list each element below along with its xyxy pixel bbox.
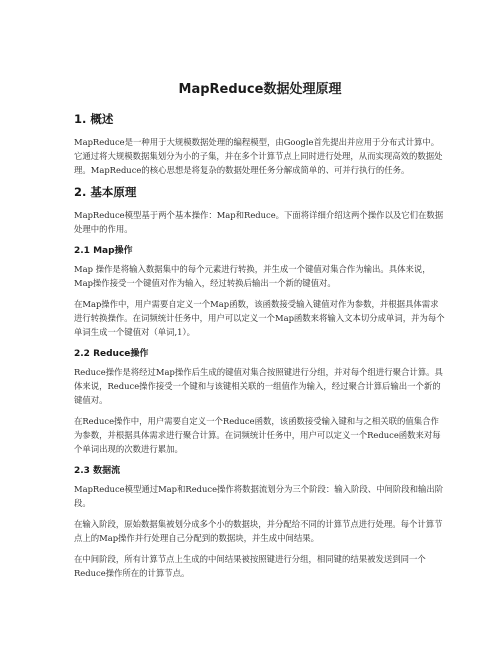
paragraph: MapReduce是一种用于大规模数据处理的编程模型，由Google首先提出并应用于分布式计算中。它通过将大规模数据集划分为小的子集，并在多个计算节点上同时进行处理，从而实现高效的数据处理。MapReduce的核心思想是将复杂的数据处理任务分解成简单的、可并行执行的任务。 bbox=[74, 137, 443, 175]
subsection-reduce bbox=[74, 346, 446, 456]
page-title: MapReduce数据处理原理 bbox=[178, 82, 342, 97]
section-heading: 1. 概述 bbox=[74, 112, 114, 126]
section-overview bbox=[74, 111, 446, 177]
subsection-heading: 2.3 数据流 bbox=[74, 466, 121, 476]
paragraph: Map 操作是将输入数据集中的每个元素进行转换，并生成一个键值对集合作为输出。具体来说，Map操作接受一个键值对作为输入，经过转换后输出一个新的键值对。 bbox=[74, 264, 431, 288]
section-heading: 2. 基本原理 bbox=[74, 185, 137, 199]
section-principles bbox=[74, 184, 446, 580]
subsection-heading: 2.1 Map操作 bbox=[74, 246, 133, 256]
paragraph: MapReduce模型基于两个基本操作：Map和Reduce。下面将详细介绍这两个操作以及它们在数据处理中的作用。 bbox=[74, 210, 444, 234]
paragraph: 在输入阶段，原始数据集被划分成多个小的数据块，并分配给不同的计算节点进行处理。每个计算节点上的Map操作并行处理自己分配到的数据块，并生成中间结果。 bbox=[74, 519, 443, 543]
subsection-heading: 2.2 Reduce操作 bbox=[74, 349, 149, 359]
paragraph: MapReduce模型通过Map和Reduce操作将数据流划分为三个阶段：输入阶段、中间阶段和输出阶段。 bbox=[74, 484, 444, 508]
paragraph: Reduce操作是将经过Map操作后生成的键值对集合按照键进行分组，并对每个组进行聚合计算。具体来说，Reduce操作接受一个键和与该键相关联的一组值作为输入，经过聚合计算后输出一个新的键值对。 bbox=[74, 367, 443, 405]
subsection-map bbox=[74, 243, 446, 339]
subsection-dataflow bbox=[74, 463, 446, 580]
paragraph: 在Map操作中，用户需要自定义一个Map函数，该函数接受输入键值对作为参数，并根据具体需求进行转换操作。在词频统计任务中，用户可以定义一个Map函数来将输入文本切分成单词，并为每个单词生成一个键值对（单词,1）。 bbox=[74, 299, 445, 337]
paragraph: 在中间阶段，所有计算节点上生成的中间结果被按照键进行分组，相同键的结果被发送到同一个Reduce操作所在的计算节点。 bbox=[74, 554, 426, 578]
paragraph: 在Reduce操作中，用户需要自定义一个Reduce函数，该函数接受输入键和与之相关联的值集合作为参数，并根据具体需求进行聚合计算。在词频统计任务中，用户可以定义一个Reduce函数来对每个单词出现的次数进行累加。 bbox=[74, 416, 441, 454]
